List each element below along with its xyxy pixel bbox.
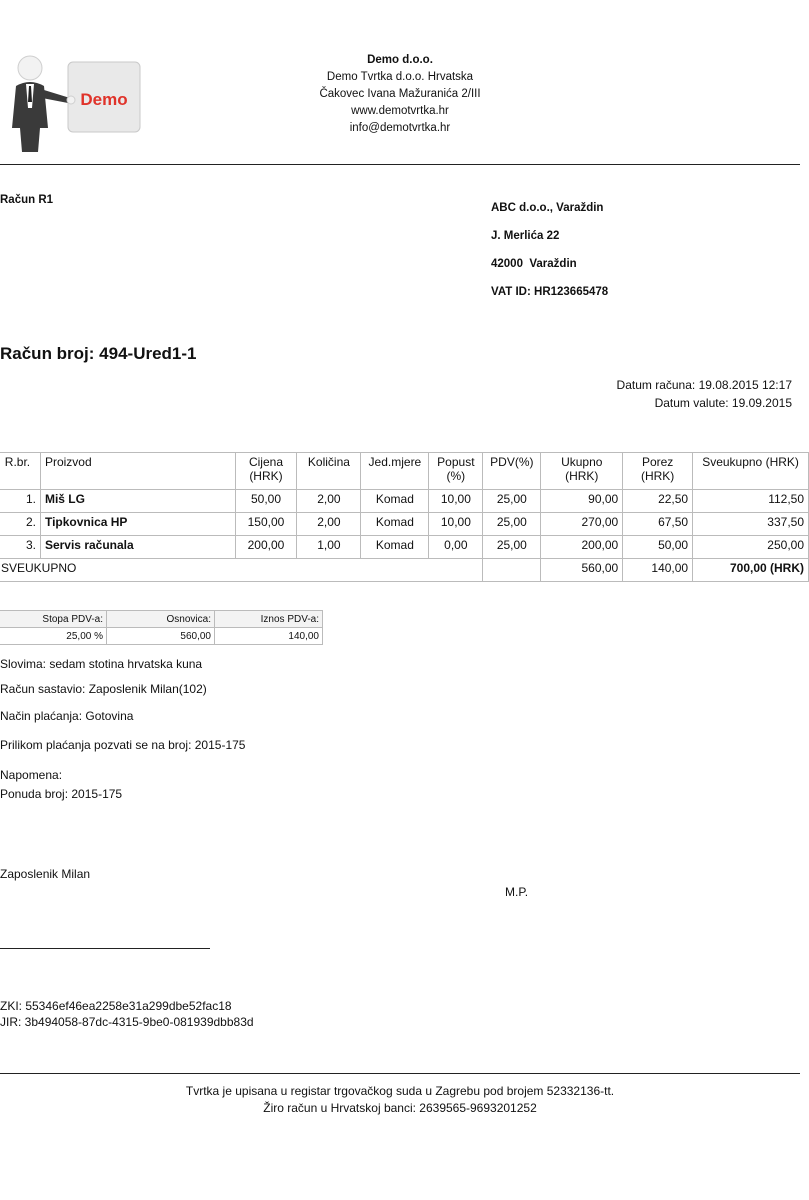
- cell: 67,50: [623, 513, 693, 536]
- payment-reference: Prilikom plaćanja pozvati se na broj: 2015-175: [0, 738, 246, 752]
- cell: 50,00: [623, 536, 693, 559]
- cell: 112,50: [693, 490, 809, 513]
- invoice-dates: [617, 376, 792, 412]
- col-header: Sveukupno (HRK): [693, 453, 809, 490]
- col-header: Popust (%): [429, 453, 483, 490]
- cell: 150,00: [235, 513, 297, 536]
- signer-name: Zaposlenik Milan: [0, 867, 91, 881]
- cell: 250,00: [693, 536, 809, 559]
- cell-product: Tipkovnica HP: [40, 513, 235, 536]
- cell: Komad: [361, 490, 429, 513]
- cell: 25,00: [483, 513, 541, 536]
- buyer-street: J. Merlića 22: [491, 230, 560, 242]
- vat-header: Iznos PDV-a:: [215, 611, 323, 628]
- remark-label: Napomena:: [0, 768, 63, 782]
- footer-registration: Tvrtka je upisana u registar trgovačkog suda u Zagrebu pod brojem 52332136-tt.: [185, 1084, 615, 1098]
- logo-text: Demo: [80, 90, 128, 109]
- total-porez: 140,00: [623, 559, 693, 582]
- remark-text: Ponuda broj: 2015-175: [0, 787, 123, 801]
- cell: 10,00: [429, 490, 483, 513]
- footer-divider: [0, 1073, 800, 1074]
- col-header: Porez (HRK): [623, 453, 693, 490]
- invoice-number: Račun broj: 494-Ured1-1: [0, 344, 197, 363]
- cell: 1.: [0, 490, 40, 513]
- cell: 90,00: [541, 490, 623, 513]
- cell: Komad: [361, 513, 429, 536]
- vat-header-row: [0, 611, 323, 628]
- buyer-vat-id: VAT ID: HR123665478: [491, 286, 609, 298]
- cell: 2,00: [297, 490, 361, 513]
- cell: 3.: [0, 536, 40, 559]
- buyer-name: ABC d.o.o., Varaždin: [491, 202, 604, 214]
- cell: 270,00: [541, 513, 623, 536]
- table-row: [0, 513, 809, 536]
- footer: [100, 1083, 700, 1117]
- table-row: [0, 490, 809, 513]
- cell: 10,00: [429, 513, 483, 536]
- company-full-name: Demo Tvrtka d.o.o. Hrvatska: [326, 71, 474, 83]
- vat-row: [0, 628, 323, 645]
- company-logo: [8, 48, 148, 156]
- zki-code: ZKI: 55346ef46ea2258e31a299dbe52fac18: [0, 999, 232, 1013]
- stamp-label: M.P.: [505, 885, 529, 899]
- vat-base: 560,00: [107, 628, 215, 645]
- col-header: R.br.: [0, 453, 40, 490]
- header-divider: [0, 164, 800, 165]
- col-header: PDV(%): [483, 453, 541, 490]
- cell: 50,00: [235, 490, 297, 513]
- table-row: [0, 536, 809, 559]
- due-date: Datum valute: 19.09.2015: [654, 396, 792, 410]
- items-header-row: [0, 453, 809, 490]
- signature-line: [0, 948, 210, 949]
- col-header: Količina: [297, 453, 361, 490]
- issued-by: Račun sastavio: Zaposlenik Milan(102): [0, 682, 207, 696]
- col-header: Cijena (HRK): [235, 453, 297, 490]
- total-sveukupno: 700,00 (HRK): [693, 559, 809, 582]
- cell-empty: [483, 559, 541, 582]
- cell: 200,00: [235, 536, 297, 559]
- cell: 2,00: [297, 513, 361, 536]
- cell: 0,00: [429, 536, 483, 559]
- col-header: Proizvod: [40, 453, 235, 490]
- vat-amount: 140,00: [215, 628, 323, 645]
- items-table: [0, 452, 809, 582]
- cell: Komad: [361, 536, 429, 559]
- company-email: info@demotvrtka.hr: [349, 122, 451, 134]
- buyer-city: 42000 Varaždin: [491, 258, 577, 270]
- company-header: [250, 52, 550, 137]
- vat-header: Osnovica:: [107, 611, 215, 628]
- total-ukupno: 560,00: [541, 559, 623, 582]
- invoice-date: Datum računa: 19.08.2015 12:17: [616, 378, 792, 392]
- fiscal-codes: [0, 998, 254, 1030]
- total-row: [0, 559, 809, 582]
- company-name: Demo d.o.o.: [367, 54, 433, 66]
- cell-product: Servis računala: [40, 536, 235, 559]
- cell: 1,00: [297, 536, 361, 559]
- document-type: Račun R1: [0, 194, 54, 206]
- vat-rate: 25,00 %: [0, 628, 107, 645]
- footer-bank-account: Žiro račun u Hrvatskoj banci: 2639565-9693201252: [263, 1101, 537, 1115]
- vat-header: Stopa PDV-a:: [0, 611, 107, 628]
- amount-in-words: Slovima: sedam stotina hrvatska kuna: [0, 657, 203, 671]
- cell: 25,00: [483, 536, 541, 559]
- cell: 337,50: [693, 513, 809, 536]
- cell: 22,50: [623, 490, 693, 513]
- company-website: www.demotvrtka.hr: [351, 105, 449, 117]
- payment-method: Način plaćanja: Gotovina: [0, 709, 134, 723]
- cell: 2.: [0, 513, 40, 536]
- col-header: Ukupno (HRK): [541, 453, 623, 490]
- jir-code: JIR: 3b494058-87dc-4315-9be0-081939dbb83d: [0, 1015, 254, 1029]
- col-header: Jed.mjere: [361, 453, 429, 490]
- total-label: SVEUKUPNO: [0, 559, 483, 582]
- vat-summary-table: [0, 610, 323, 645]
- buyer-block: [491, 194, 608, 306]
- company-address: Čakovec Ivana Mažuranića 2/III: [319, 88, 481, 100]
- cell: 25,00: [483, 490, 541, 513]
- cell-product: Miš LG: [40, 490, 235, 513]
- cell: 200,00: [541, 536, 623, 559]
